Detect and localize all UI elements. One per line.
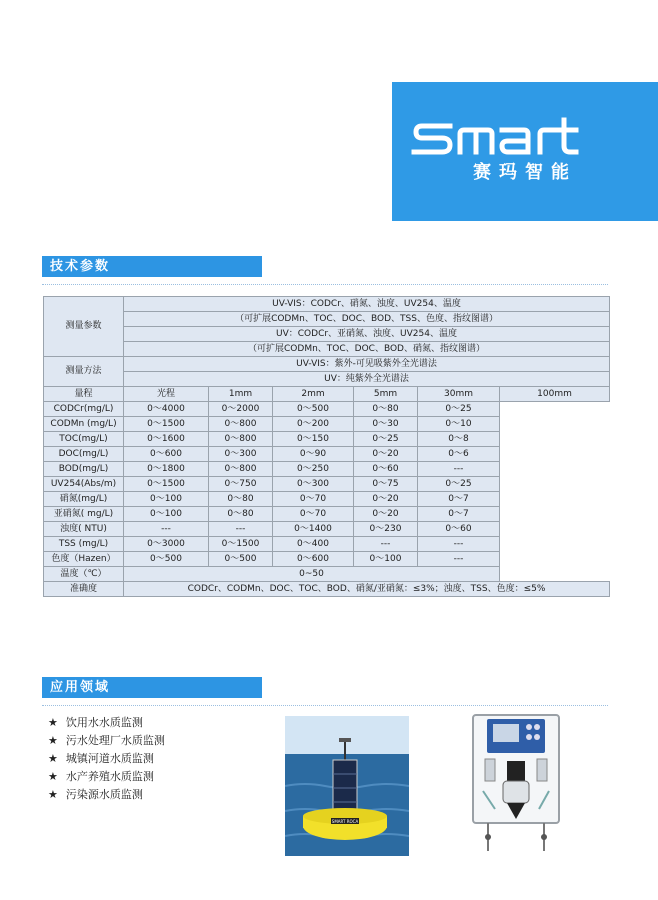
application-label: 饮用水水质监测 [65, 716, 143, 729]
range-value-cell: 0～230 [354, 522, 418, 537]
accuracy-label: 准确度 [44, 582, 124, 597]
table-row [44, 537, 610, 552]
table-row [44, 402, 610, 417]
range-param-cell: 硝氮(mg/L) [44, 492, 124, 507]
analyzer-illustration [463, 711, 569, 857]
range-value-cell: 0～250 [273, 462, 354, 477]
tech-params-heading: 技术参数 [42, 256, 262, 277]
application-label: 污水处理厂水质监测 [65, 734, 165, 747]
range-value-cell: --- [124, 522, 209, 537]
range-param-cell: TOC(mg/L) [44, 432, 124, 447]
range-value-cell: 0～1600 [124, 432, 209, 447]
range-value-cell: 0～800 [209, 417, 273, 432]
range-value-cell: 0～100 [124, 492, 209, 507]
range-value-cell: --- [354, 537, 418, 552]
buoy-illustration [285, 716, 409, 856]
range-param-cell: CODMn (mg/L) [44, 417, 124, 432]
range-header-cell: 5mm [354, 387, 418, 402]
range-value-cell: 0～1400 [273, 522, 354, 537]
range-value-cell: 0～1500 [124, 477, 209, 492]
application-label: 城镇河道水质监测 [65, 752, 154, 765]
range-value-cell: 0～10 [418, 417, 500, 432]
list-item [48, 768, 165, 786]
buoy-label: SMART ROCA [331, 819, 359, 824]
range-value-cell: 0～7 [418, 507, 500, 522]
range-header-cell: 2mm [273, 387, 354, 402]
brand-chinese-name: 赛玛智能 [473, 162, 577, 183]
spec-table [43, 296, 610, 597]
range-value-cell: 0～800 [209, 462, 273, 477]
range-value-cell: 0～4000 [124, 402, 209, 417]
range-header-cell: 30mm [418, 387, 500, 402]
buoy-photo [285, 716, 409, 856]
list-item [48, 750, 165, 768]
range-value-cell: 0～20 [354, 492, 418, 507]
range-value-cell: 0～80 [209, 492, 273, 507]
range-value-cell: 0～75 [354, 477, 418, 492]
range-value-cell: 0～30 [354, 417, 418, 432]
range-value-cell: 0～750 [209, 477, 273, 492]
accuracy-value: CODCr、CODMn、DOC、TOC、BOD、硝氮/亚硝氮：≤3%；浊度、TSS、色度：≤5% [124, 582, 610, 597]
range-header-cell: 100mm [500, 387, 610, 402]
range-param-cell: 亚硝氮( mg/L) [44, 507, 124, 522]
table-row [44, 432, 610, 447]
applications-heading: 应用领域 [42, 677, 262, 698]
range-value-cell: 0～100 [124, 507, 209, 522]
star-icon: ★ [48, 788, 58, 801]
list-item [48, 714, 165, 732]
table-row [44, 417, 610, 432]
star-icon: ★ [48, 716, 58, 729]
measure-params-line: （可扩展CODMn、TOC、DOC、BOD、TSS、色度、指纹图谱） [124, 312, 610, 327]
range-value-cell: 0～500 [124, 552, 209, 567]
range-param-cell: UV254(Abs/m) [44, 477, 124, 492]
range-value-cell: 0～60 [418, 522, 500, 537]
range-label: 量程 [44, 387, 124, 402]
range-value-cell: 0～25 [418, 477, 500, 492]
star-icon: ★ [48, 770, 58, 783]
range-value-cell: --- [418, 537, 500, 552]
star-icon: ★ [48, 734, 58, 747]
measure-method-line: UV-VIS：紫外-可见吸紫外全光谱法 [124, 357, 610, 372]
range-param-cell: TSS (mg/L) [44, 537, 124, 552]
range-header-cell: 光程 [124, 387, 209, 402]
range-header-cell: 1mm [209, 387, 273, 402]
table-row [44, 522, 610, 537]
table-row [44, 552, 610, 567]
range-value-cell: 0～150 [273, 432, 354, 447]
table-row [44, 462, 610, 477]
range-value-cell: 0～100 [354, 552, 418, 567]
range-param-cell: 色度（Hazen） [44, 552, 124, 567]
range-value-cell: 0～300 [273, 477, 354, 492]
range-value-cell: 0～6 [418, 447, 500, 462]
table-row [44, 447, 610, 462]
range-value-cell: --- [418, 552, 500, 567]
range-value-cell: 0～300 [209, 447, 273, 462]
measure-params-line: UV-VIS：CODCr、硝氮、浊度、UV254、温度 [124, 297, 610, 312]
range-value-cell: 0～500 [209, 552, 273, 567]
measure-method-label: 测量方法 [44, 357, 124, 387]
range-value-cell: 0～3000 [124, 537, 209, 552]
range-value-cell: 0～600 [273, 552, 354, 567]
application-label: 水产养殖水质监测 [65, 770, 154, 783]
range-value-cell: 0～7 [418, 492, 500, 507]
measure-params-line: UV：CODCr、亚硝氮、浊度、UV254、温度 [124, 327, 610, 342]
range-value-cell: --- [418, 462, 500, 477]
range-param-cell: BOD(mg/L) [44, 462, 124, 477]
table-row [44, 477, 610, 492]
measure-method-line: UV：纯紫外全光谱法 [124, 372, 610, 387]
table-row [44, 507, 610, 522]
divider [42, 284, 608, 285]
range-value-cell: 0～1800 [124, 462, 209, 477]
range-value-cell: 0～25 [418, 402, 500, 417]
range-param-cell: DOC(mg/L) [44, 447, 124, 462]
range-value-cell: --- [209, 522, 273, 537]
range-value-cell: 0～400 [273, 537, 354, 552]
table-row [44, 492, 610, 507]
range-value-cell: 0～80 [354, 402, 418, 417]
list-item [48, 786, 165, 804]
range-value-cell: 0～800 [209, 432, 273, 447]
range-value-cell: 0～1500 [124, 417, 209, 432]
star-icon: ★ [48, 752, 58, 765]
range-value-cell: 0～90 [273, 447, 354, 462]
range-value-cell: 0～25 [354, 432, 418, 447]
range-value-cell: 0～500 [273, 402, 354, 417]
list-item [48, 732, 165, 750]
smart-logo-wordmark [392, 82, 658, 162]
divider [42, 705, 608, 706]
measure-params-label: 测量参数 [44, 297, 124, 357]
range-value-cell: 0～1500 [209, 537, 273, 552]
applications-list [48, 714, 165, 804]
range-value-cell: 0～70 [273, 507, 354, 522]
range-value-cell: 0～20 [354, 507, 418, 522]
range-value-cell: 0～70 [273, 492, 354, 507]
measure-params-line: （可扩展CODMn、TOC、DOC、BOD、硝氮、指纹图谱） [124, 342, 610, 357]
range-value-cell: 0～600 [124, 447, 209, 462]
brand-logo [392, 82, 658, 221]
application-label: 污染源水质监测 [65, 788, 143, 801]
range-value-cell: 0～2000 [209, 402, 273, 417]
temperature-value: 0~50 [124, 567, 500, 582]
range-value-cell: 0～200 [273, 417, 354, 432]
range-value-cell: 0～8 [418, 432, 500, 447]
analyzer-photo [463, 711, 569, 857]
range-param-cell: CODCr(mg/L) [44, 402, 124, 417]
range-param-cell: 浊度( NTU) [44, 522, 124, 537]
temperature-label: 温度（℃） [44, 567, 124, 582]
range-value-cell: 0～20 [354, 447, 418, 462]
range-value-cell: 0～80 [209, 507, 273, 522]
range-value-cell: 0～60 [354, 462, 418, 477]
